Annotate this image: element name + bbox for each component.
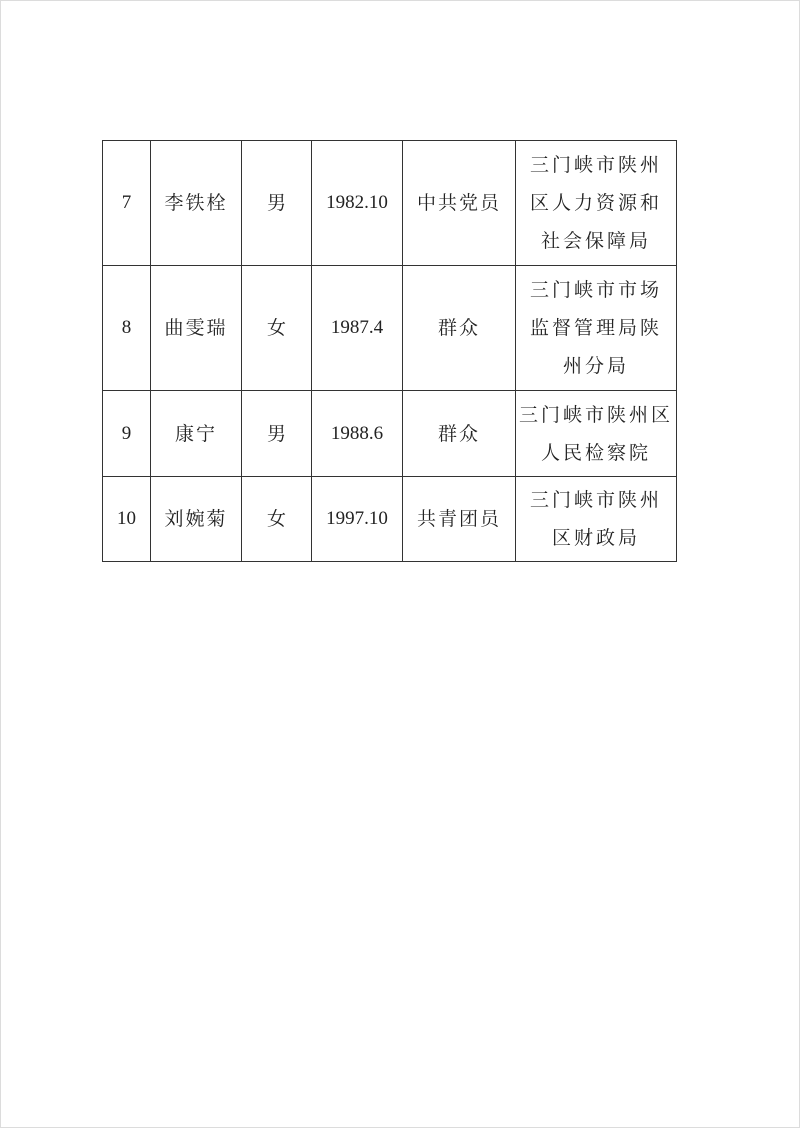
work-unit-line: 州分局	[562, 355, 629, 377]
work-unit-line: 区人力资源和	[529, 192, 662, 214]
birth-date: 1982.10	[312, 141, 403, 266]
work-unit	[516, 141, 677, 266]
table-row	[103, 477, 677, 562]
work-unit-line: 区财政局	[551, 527, 640, 549]
row-number: 9	[103, 391, 151, 477]
work-unit-line: 三门峡市陕州区	[518, 403, 673, 426]
person-name: 曲雯瑞	[151, 266, 242, 391]
work-unit-line: 三门峡市陕州	[529, 489, 662, 511]
work-unit	[516, 477, 677, 562]
table-row	[103, 141, 677, 266]
birth-date: 1997.10	[312, 477, 403, 562]
table-row	[103, 391, 677, 477]
gender: 女	[242, 477, 312, 562]
work-unit-line: 监督管理局陕	[529, 317, 662, 339]
row-number: 10	[103, 477, 151, 562]
birth-date: 1987.4	[312, 266, 403, 391]
gender: 男	[242, 141, 312, 266]
work-unit-line: 人民检察院	[540, 441, 651, 464]
personnel-table	[102, 140, 677, 562]
work-unit	[516, 391, 677, 477]
row-number: 8	[103, 266, 151, 391]
person-name: 刘婉菊	[151, 477, 242, 562]
work-unit-line: 三门峡市陕州	[529, 154, 662, 176]
gender: 男	[242, 391, 312, 477]
gender: 女	[242, 266, 312, 391]
political-status: 群众	[403, 266, 516, 391]
row-number: 7	[103, 141, 151, 266]
political-status: 群众	[403, 391, 516, 477]
political-status: 中共党员	[403, 141, 516, 266]
birth-date: 1988.6	[312, 391, 403, 477]
work-unit	[516, 266, 677, 391]
political-status: 共青团员	[403, 477, 516, 562]
work-unit-line: 三门峡市市场	[529, 279, 662, 301]
table-row	[103, 266, 677, 391]
person-name: 李铁栓	[151, 141, 242, 266]
work-unit-line: 社会保障局	[540, 230, 651, 252]
person-name: 康宁	[151, 391, 242, 477]
